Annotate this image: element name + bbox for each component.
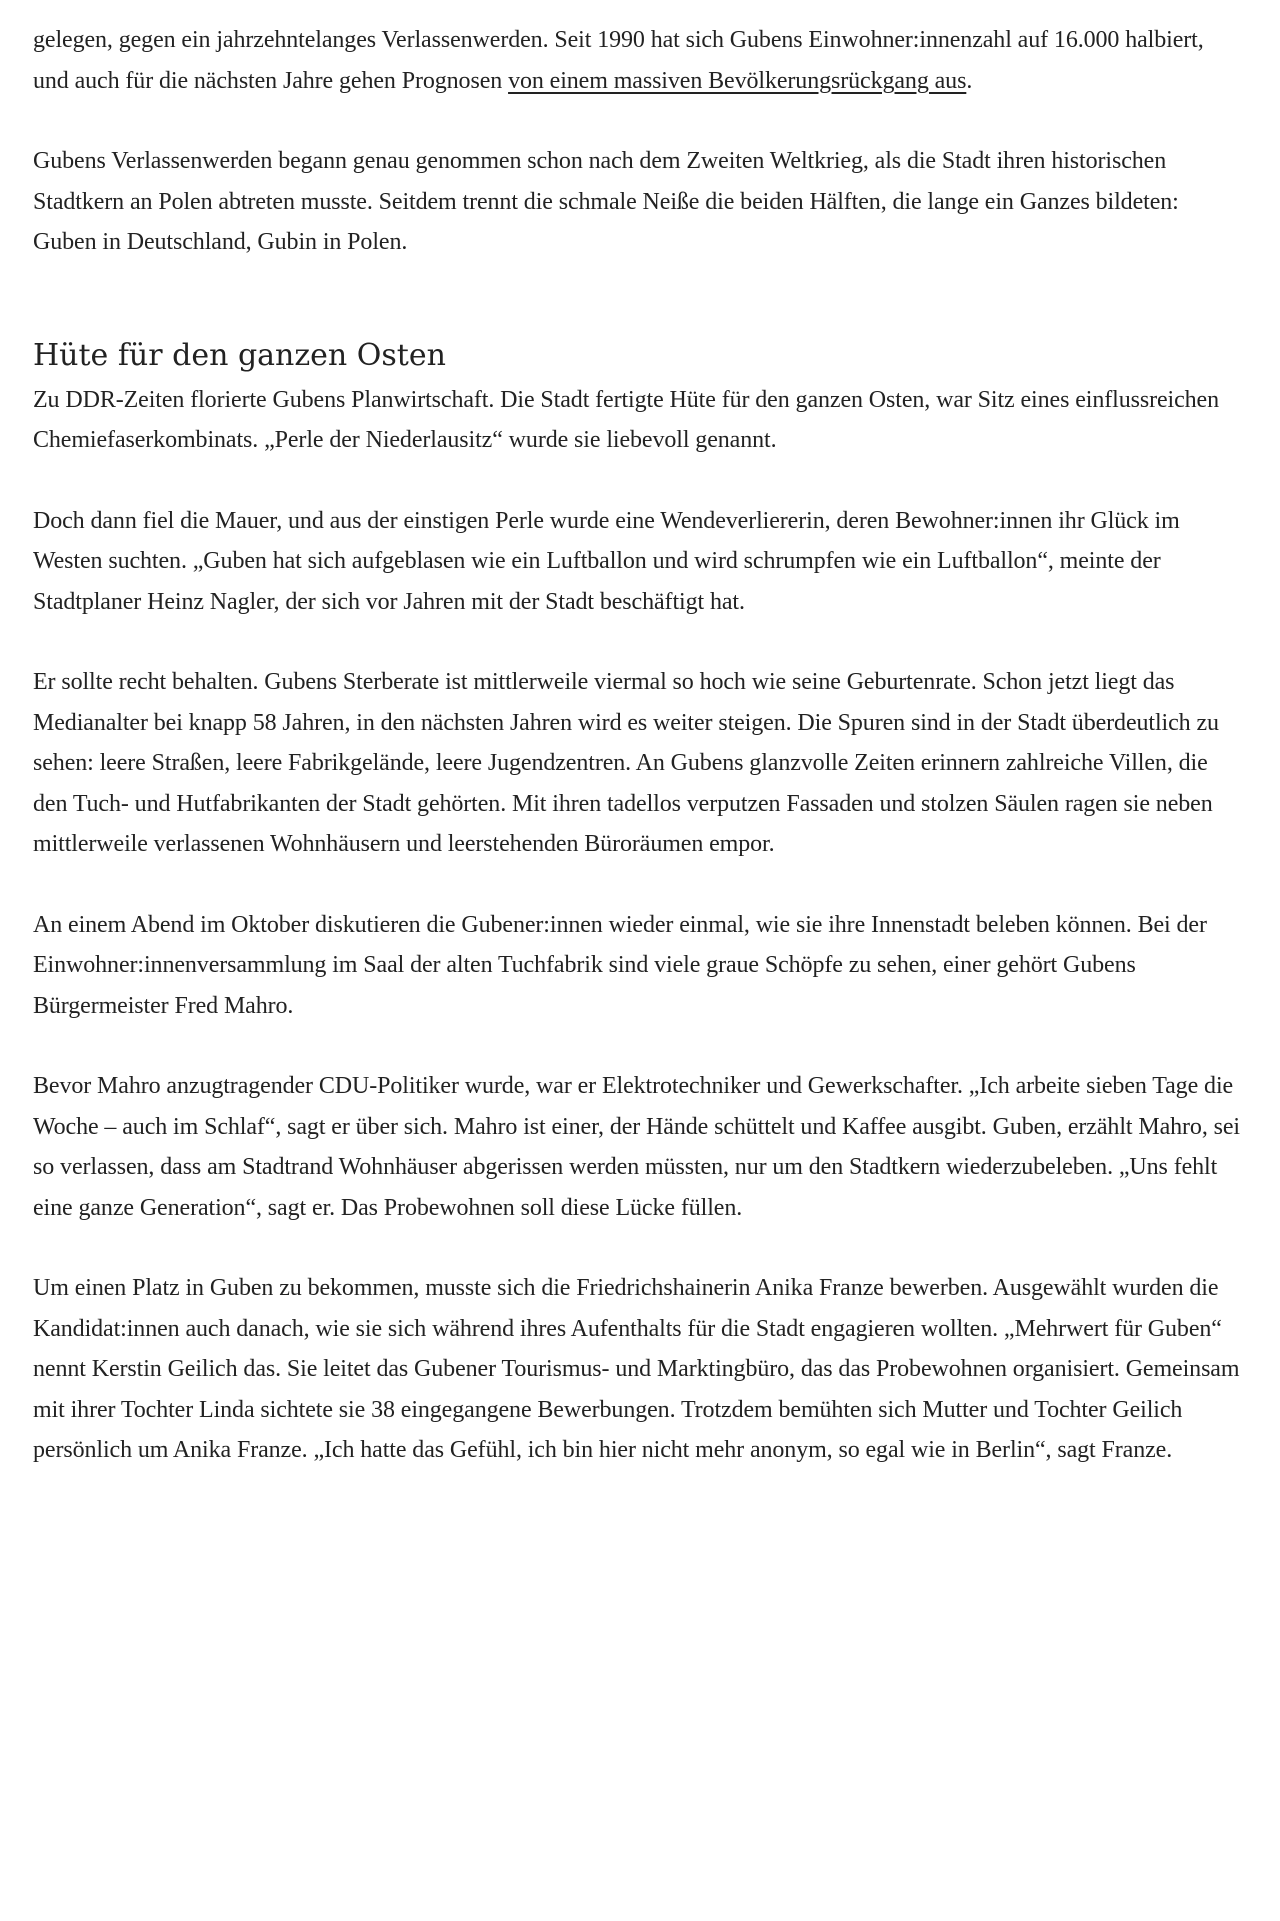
article-paragraph: Gubens Verlassenwerden begann genau genommen schon nach dem Zweiten Weltkrieg, als die Stadt ihren historischen Stadtkern an Polen abtreten musste. Seitdem trennt die schmale Neiße die beiden Hälften, die lange ein Ganzes bildeten: Guben in Deutschland, Gubin in Polen.	[33, 148, 1179, 255]
article-paragraph: Bevor Mahro anzugtragender CDU-Politiker wurde, war er Elektrotechniker und Gewerkschafter. „Ich arbeite sieben Tage die Woche – auch im Schlaf“, sagt er über sich. Mahro ist einer, der Hände schüttelt und Kaffee ausgibt. Guben, erzählt Mahro, sei so verlassen, dass am Stadtrand Wohnhäuser abgerissen werden müssten, nur um den Stadtkern wiederzubeleben. „Uns fehlt eine ganze Generation“, sagt er. Das Probewohnen soll diese Lücke füllen.	[33, 1073, 1240, 1221]
paragraph-text: .	[966, 67, 973, 94]
article-paragraph: Doch dann fiel die Mauer, und aus der einstigen Perle wurde eine Wendeverliererin, deren Bewohner:innen ihr Glück im Westen suchten. „Guben hat sich aufgeblasen wie ein Luftballon und wird schrumpfen wie ein Luftballon“, meinte der Stadtplaner Heinz Nagler, der sich vor Jahren mit der Stadt beschäftigt hat.	[33, 507, 1180, 615]
article-paragraph: Er sollte recht behalten. Gubens Sterberate ist mittlerweile viermal so hoch wie seine Geburtenrate. Schon jetzt liegt das Medianalter bei knapp 58 Jahren, in den nächsten Jahren wird es weiter steigen. Die Spuren sind in der Stadt überdeutlich zu sehen: leere Straßen, leere Fabrikgelände, leere Jugendzentren. An Gubens glanzvolle Zeiten erinnern zahlreiche Villen, die den Tuch- und Hutfabrikanten der Stadt gehörten. Mit ihren tadellos verputzen Fassaden und stolzen Säulen ragen sie neben mittlerweile verlassenen Wohnhäusern und leerstehenden Büroräumen empor.	[33, 669, 1219, 857]
paragraph-text: gelegen, gegen ein jahrzehntelanges Verlassenwerden. Seit 1990 hat sich Gubens Einwohner:innenzahl auf 16.000 halbiert, und auch für die nächsten Jahre gehen Prognosen	[33, 27, 1204, 94]
section-heading: Hüte für den ganzen Osten	[33, 337, 446, 373]
article-paragraph: Zu DDR-Zeiten florierte Gubens Planwirtschaft. Die Stadt fertigte Hüte für den ganzen Osten, war Sitz eines einflussreichen Chemiefaserkombinats. „Perle der Niederlausitz“ wurde sie liebevoll genannt.	[33, 386, 1219, 453]
article-paragraph: An einem Abend im Oktober diskutieren die Gubener:innen wieder einmal, wie sie ihre Innenstadt beleben können. Bei der Einwohner:innenversammlung im Saal der alten Tuchfabrik sind viele graue Schöpfe zu sehen, einer gehört Gubens Bürgermeister Fred Mahro.	[33, 911, 1207, 1019]
article-paragraph: Um einen Platz in Guben zu bekommen, musste sich die Friedrichshainerin Anika Franze bewerben. Ausgewählt wurden die Kandidat:innen auch danach, wie sie sich während ihres Aufenthalts für die Stadt engagieren wollten. „Mehrwert für Guben“ nennt Kerstin Geilich das. Sie leitet das Gubener Tourismus- und Marktingbüro, das das Probewohnen organisiert. Gemeinsam mit ihrer Tochter Linda sichtete sie 38 eingegangene Bewerbungen. Trotzdem bemühten sich Mutter und Tochter Geilich persönlich um Anika Franze. „Ich hatte das Gefühl, ich bin hier nicht mehr anonym, so egal wie in Berlin“, sagt Franze.	[33, 1275, 1240, 1463]
article-paragraph	[33, 20, 1243, 101]
article-body	[33, 20, 1243, 1511]
population-decline-link[interactable]: von einem massiven Bevölkerungsrückgang aus	[508, 67, 967, 94]
